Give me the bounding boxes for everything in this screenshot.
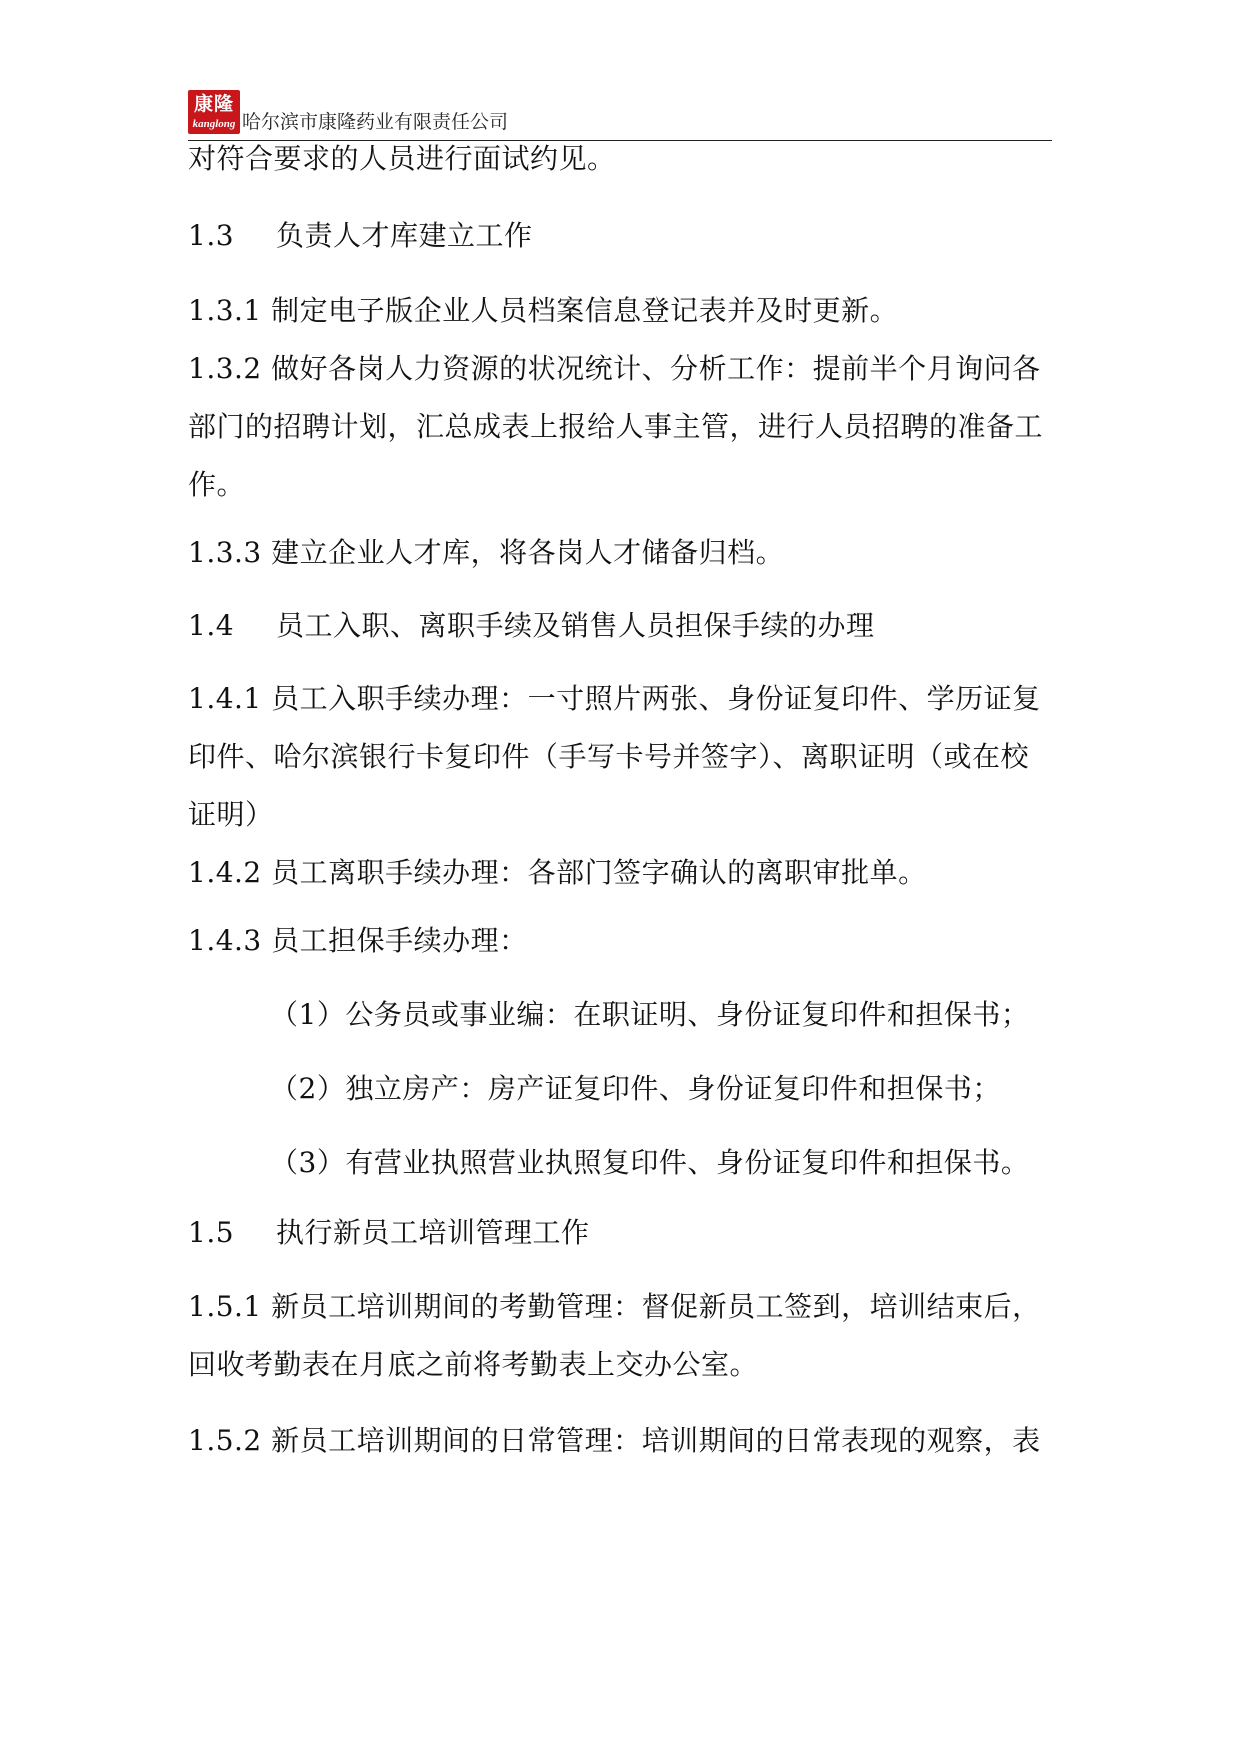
section-number: 1.3 <box>188 219 235 252</box>
paragraph: 1.4.2 员工离职手续办理：各部门签字确认的离职审批单。 <box>188 856 927 889</box>
list-item: （1）公务员或事业编：在职证明、身份证复印件和担保书； <box>270 998 1030 1031</box>
paragraph: 部门的招聘计划，汇总成表上报给人事主管，进行人员招聘的准备工 <box>188 410 1044 443</box>
paragraph: 1.5.1 新员工培训期间的考勤管理：督促新员工签到，培训结束后， <box>188 1290 1041 1323</box>
paragraph: 1.4.1 员工入职手续办理：一寸照片两张、身份证复印件、学历证复 <box>188 682 1041 715</box>
section-heading-1-4 <box>188 593 875 659</box>
section-number: 1.5 <box>188 1216 235 1249</box>
list-item: （3）有营业执照营业执照复印件、身份证复印件和担保书。 <box>270 1146 1030 1179</box>
paragraph: 证明） <box>188 798 274 831</box>
section-title: 员工入职、离职手续及销售人员担保手续的办理 <box>276 609 875 642</box>
section-heading-1-3 <box>188 203 533 269</box>
logo-subtext: kanglong <box>192 118 236 130</box>
paragraph: 对符合要求的人员进行面试约见。 <box>188 142 616 175</box>
paragraph: 1.5.2 新员工培训期间的日常管理：培训期间的日常表现的观察，表 <box>188 1424 1041 1457</box>
logo-text: 康隆 <box>193 93 234 115</box>
section-heading-1-5 <box>188 1200 590 1266</box>
list-item: （2）独立房产：房产证复印件、身份证复印件和担保书； <box>270 1072 1001 1105</box>
company-name: 哈尔滨市康隆药业有限责任公司 <box>242 111 509 133</box>
section-number: 1.4 <box>188 609 235 642</box>
paragraph: 1.3.2 做好各岗人力资源的状况统计、分析工作：提前半个月询问各 <box>188 352 1041 385</box>
paragraph: 1.4.3 员工担保手续办理： <box>188 924 528 957</box>
paragraph: 1.3.3 建立企业人才库，将各岗人才储备归档。 <box>188 536 785 569</box>
paragraph: 1.3.1 制定电子版企业人员档案信息登记表并及时更新。 <box>188 294 899 327</box>
paragraph: 作。 <box>188 468 246 501</box>
paragraph: 回收考勤表在月底之前将考勤表上交办公室。 <box>188 1348 759 1381</box>
paragraph: 印件、哈尔滨银行卡复印件（手写卡号并签字）、离职证明（或在校 <box>188 740 1030 773</box>
section-title: 负责人才库建立工作 <box>276 219 533 252</box>
section-title: 执行新员工培训管理工作 <box>276 1216 590 1249</box>
